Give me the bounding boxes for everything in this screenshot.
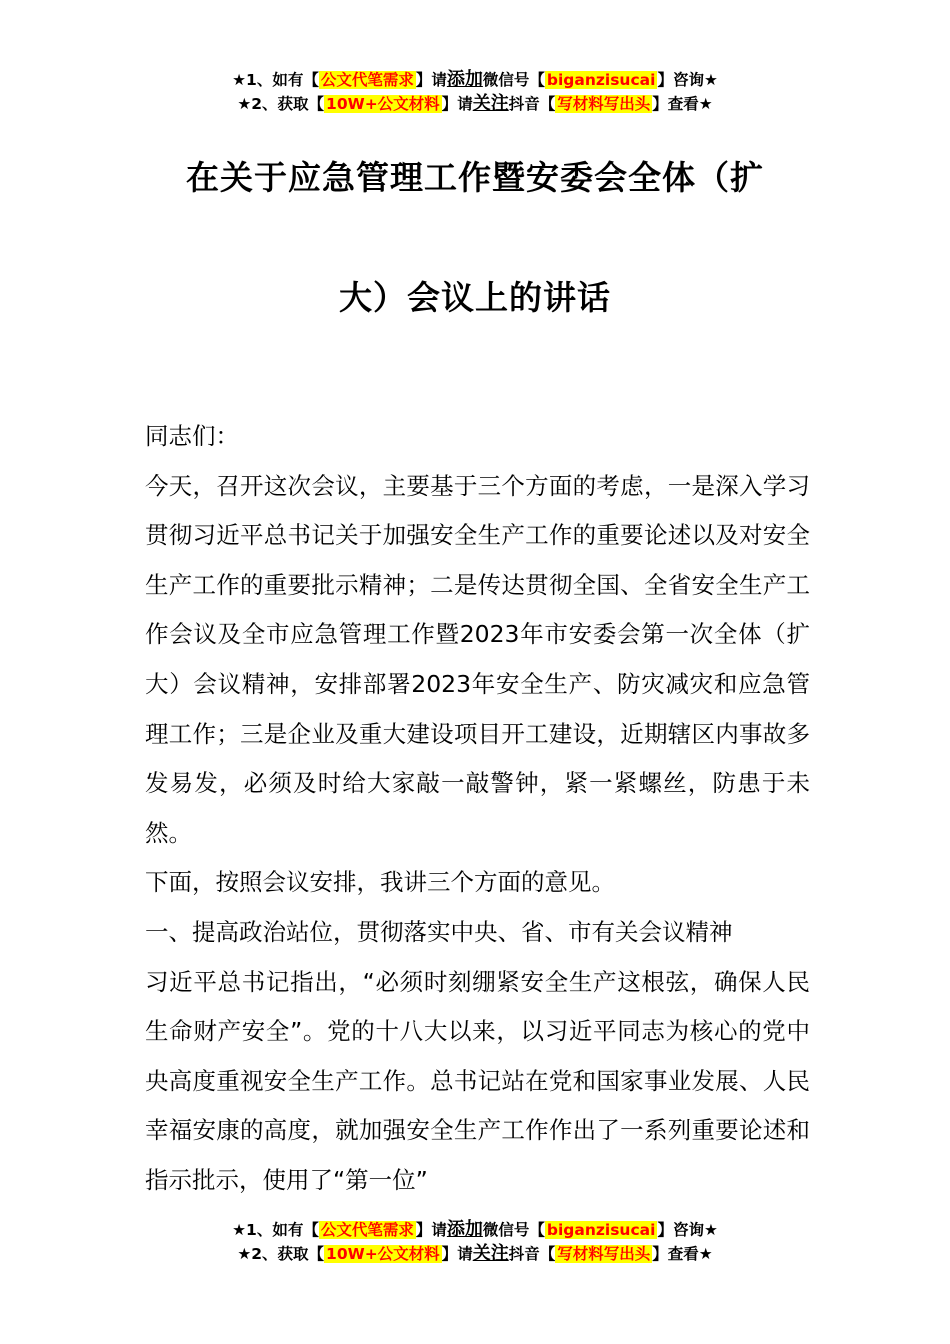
banner-highlight: biganzisucai [546,71,656,89]
banner-text: 】请 [441,1245,473,1263]
banner-line-2 [0,1242,950,1266]
banner-text: ★2、获取【 [237,1245,325,1263]
banner-text: 】咨询★ [657,71,718,89]
banner-text: 】查看★ [652,1245,713,1263]
banner-text: 抖音【 [508,95,556,113]
banner-line-1 [0,1218,950,1242]
footer-banner [0,1218,950,1266]
banner-highlight: 10W+公文材料 [326,95,440,113]
salutation: 同志们： [145,422,239,450]
banner-line-2 [0,92,950,116]
paragraph: 习近平总书记指出，“必须时刻绷紧安全生产这根弦，确保人民生命财产安全”。党的十八大以来，以习近平同志为核心的党中央高度重视安全生产工作。总书记站在党和国家事业发展、人民幸福安康的高度，就加强安全生产工作作出了一系列重要论述和指示批示，使用了“第一位” [145,967,810,1194]
banner-text: 抖音【 [508,1245,556,1263]
section-heading: 一、提高政治站位，贯彻落实中央、省、市有关会议精神 [145,917,733,946]
banner-text: 】查看★ [652,95,713,113]
banner-highlight: 公文代笔需求 [320,1221,414,1239]
banner-line-1 [0,68,950,92]
document-title-line-2: 大）会议上的讲话 [339,278,611,317]
document-title-line-1: 在关于应急管理工作暨安委会全体（扩 [186,158,764,197]
banner-text: 】咨询★ [657,1221,718,1239]
banner-text: 】请 [441,95,473,113]
banner-highlight: 公文代笔需求 [320,71,414,89]
document-body [145,412,810,1206]
banner-underline: 添加 [446,69,483,90]
banner-highlight: biganzisucai [546,1221,656,1239]
banner-text: 微信号【 [482,1221,545,1239]
banner-underline: 关注 [472,93,509,114]
banner-text: 】请 [415,1221,447,1239]
banner-text: 微信号【 [482,71,545,89]
header-banner [0,68,950,116]
banner-highlight: 写材料写出头 [557,1245,651,1263]
banner-text: ★1、如有【 [232,1221,319,1239]
banner-highlight: 10W+公文材料 [326,1245,440,1263]
banner-underline: 关注 [472,1243,509,1264]
banner-text: ★1、如有【 [232,71,319,89]
banner-highlight: 写材料写出头 [557,95,651,113]
banner-underline: 添加 [446,1219,483,1240]
paragraph: 下面，按照会议安排，我讲三个方面的意见。 [145,868,615,897]
paragraph: 今天，召开这次会议，主要基于三个方面的考虑，一是深入学习贯彻习近平总书记关于加强安全生产工作的重要论述以及对安全生产工作的重要批示精神；二是传达贯彻全国、全省安全生产工作会议及全市应急管理工作暨2023年市安委会第一次全体（扩大）会议精神，安排部署2023年安全生产、防灾减灾和应急管理工作；三是企业及重大建设项目开工建设，近期辖区内事故多发易发，必须及时给大家敲一敲警钟，紧一紧螺丝，防患于未然。 [145,471,810,847]
banner-text: 】请 [415,71,447,89]
banner-text: ★2、获取【 [237,95,325,113]
